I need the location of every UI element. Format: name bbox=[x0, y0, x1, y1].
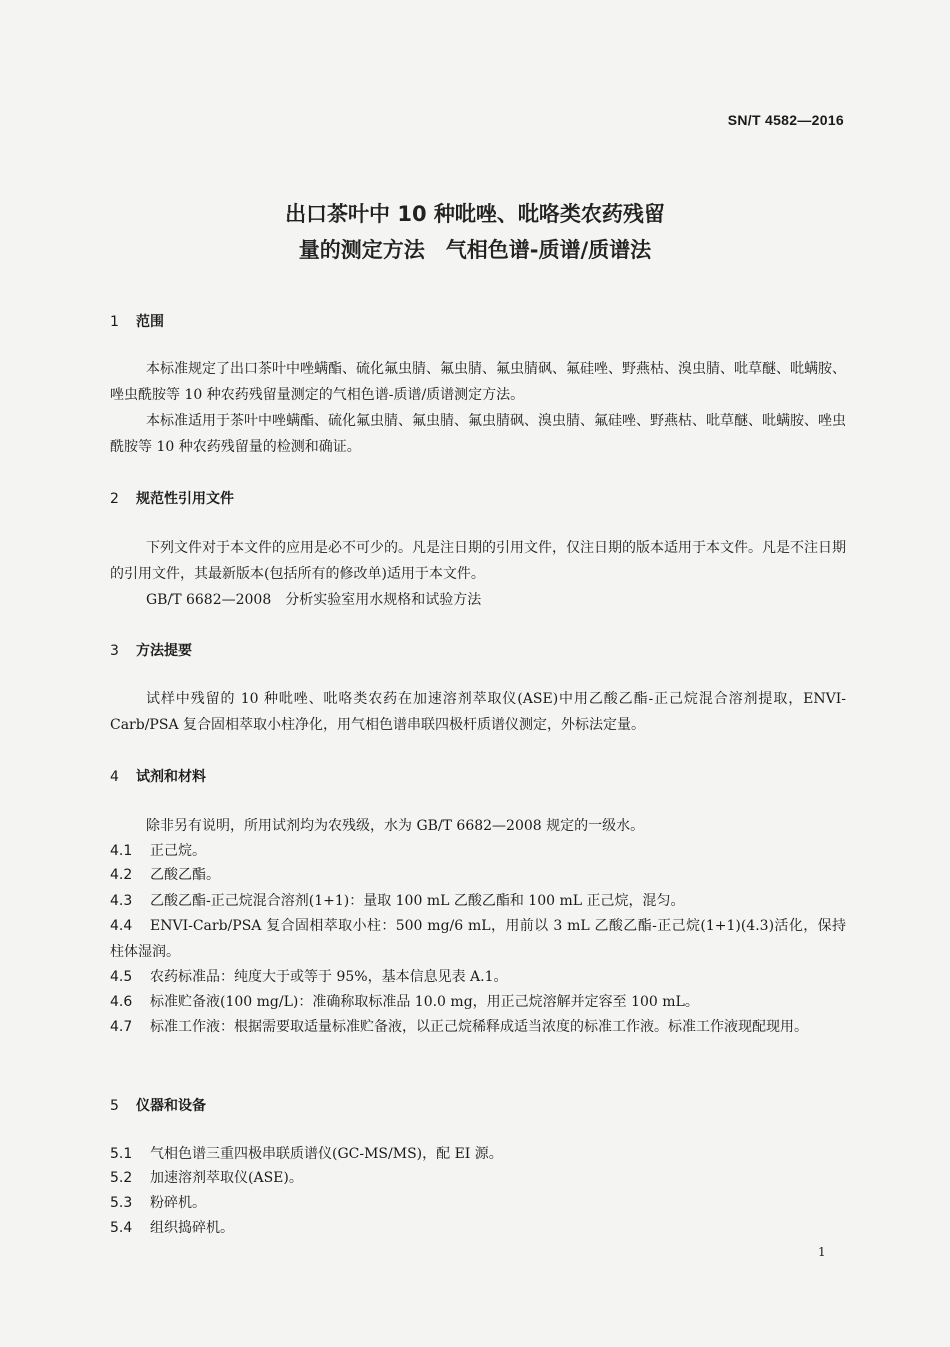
section-heading-normative-references bbox=[110, 488, 234, 508]
item-text: ENVI-Carb/PSA 复合固相萃取小柱：500 mg/6 mL，用前以 3 mL 乙酸乙酯-正己烷(1+1)(4.3)活化，保持柱体湿润。 bbox=[110, 918, 846, 960]
section-number: 1 bbox=[110, 314, 119, 330]
section-number: 4 bbox=[110, 769, 119, 785]
list-item bbox=[110, 1014, 846, 1040]
item-text: 乙酸乙酯-正己烷混合溶剂(1+1)：量取 100 mL 乙酸乙酯和 100 mL 正己烷，混匀。 bbox=[150, 893, 685, 909]
item-text: 气相色谱三重四极串联质谱仪(GC-MS/MS)，配 EI 源。 bbox=[150, 1146, 503, 1162]
list-item bbox=[110, 913, 846, 965]
section-heading-scope bbox=[110, 311, 164, 331]
item-text: 正己烷。 bbox=[150, 843, 206, 859]
section-title: 试剂和材料 bbox=[136, 769, 206, 785]
list-item bbox=[110, 862, 846, 888]
standard-number: SN/T 4582—2016 bbox=[727, 112, 844, 128]
document-title bbox=[0, 196, 950, 268]
item-number: 4.2 bbox=[110, 867, 133, 883]
paragraph: 本标准适用于茶叶中唑螨酯、硫化氟虫腈、氟虫腈、氟虫腈砜、溴虫腈、氟硅唑、野燕枯、吡草醚、吡螨胺、唑虫酰胺等 10 种农药残留量的检测和确证。 bbox=[110, 413, 846, 455]
section-heading-principle bbox=[110, 640, 192, 660]
list-item bbox=[110, 1165, 846, 1191]
item-number: 5.3 bbox=[110, 1195, 133, 1211]
item-text: 标准工作液：根据需要取适量标准贮备液，以正己烷稀释成适当浓度的标准工作液。标准工作液现配现用。 bbox=[150, 1019, 808, 1035]
list-item bbox=[110, 1141, 846, 1167]
section-title: 仪器和设备 bbox=[136, 1098, 206, 1114]
section-title: 范围 bbox=[136, 314, 164, 330]
section-title: 规范性引用文件 bbox=[136, 491, 234, 507]
item-text: 加速溶剂萃取仪(ASE)。 bbox=[150, 1170, 303, 1186]
title-line-2: 量的测定方法 气相色谱-质谱/质谱法 bbox=[298, 238, 652, 262]
item-text: 粉碎机。 bbox=[150, 1195, 206, 1211]
section-number: 2 bbox=[110, 491, 119, 507]
item-number: 4.1 bbox=[110, 843, 133, 859]
section-title: 方法提要 bbox=[136, 643, 192, 659]
section-heading-reagents bbox=[110, 766, 206, 786]
item-number: 4.4 bbox=[110, 918, 133, 934]
item-text: 组织捣碎机。 bbox=[150, 1220, 234, 1236]
section-heading-apparatus bbox=[110, 1095, 206, 1115]
list-item bbox=[110, 964, 846, 990]
item-number: 4.7 bbox=[110, 1019, 133, 1035]
item-number: 5.1 bbox=[110, 1146, 133, 1162]
paragraph: 试样中残留的 10 种吡唑、吡咯类农药在加速溶剂萃取仪(ASE)中用乙酸乙酯-正己烷混合溶剂提取，ENVI-Carb/PSA 复合固相萃取小柱净化，用气相色谱串联四极杆质谱仪测定，外标法定量。 bbox=[110, 691, 846, 733]
paragraph: 本标准规定了出口茶叶中唑螨酯、硫化氟虫腈、氟虫腈、氟虫腈砜、氟硅唑、野燕枯、溴虫腈、吡草醚、吡螨胺、唑虫酰胺等 10 种农药残留量测定的气相色谱-质谱/质谱测定方法。 bbox=[110, 361, 846, 403]
list-item bbox=[110, 1215, 846, 1241]
item-number: 5.2 bbox=[110, 1170, 133, 1186]
item-number: 5.4 bbox=[110, 1220, 133, 1236]
paragraph: 下列文件对于本文件的应用是必不可少的。凡是注日期的引用文件，仅注日期的版本适用于本文件。凡是不注日期的引用文件，其最新版本(包括所有的修改单)适用于本文件。 bbox=[110, 540, 846, 582]
item-number: 4.6 bbox=[110, 994, 133, 1010]
item-text: 农药标准品：纯度大于或等于 95%，基本信息见表 A.1。 bbox=[150, 969, 508, 985]
list-item bbox=[110, 989, 846, 1015]
paragraph: 除非另有说明，所用试剂均为农残级，水为 GB/T 6682—2008 规定的一级水。 bbox=[146, 818, 645, 834]
list-item bbox=[110, 888, 846, 914]
list-item bbox=[110, 1190, 846, 1216]
section-number: 5 bbox=[110, 1098, 119, 1114]
list-item bbox=[110, 838, 846, 864]
item-text: 标准贮备液(100 mg/L)：准确称取标准品 10.0 mg，用正己烷溶解并定容至 100 mL。 bbox=[150, 994, 699, 1010]
item-number: 4.5 bbox=[110, 969, 133, 985]
title-line-1: 出口茶叶中 10 种吡唑、吡咯类农药残留 bbox=[285, 202, 665, 226]
reference-entry: GB/T 6682—2008 分析实验室用水规格和试验方法 bbox=[146, 592, 482, 608]
item-number: 4.3 bbox=[110, 893, 133, 909]
section-number: 3 bbox=[110, 643, 119, 659]
page-number: 1 bbox=[818, 1245, 826, 1259]
item-text: 乙酸乙酯。 bbox=[150, 867, 220, 883]
